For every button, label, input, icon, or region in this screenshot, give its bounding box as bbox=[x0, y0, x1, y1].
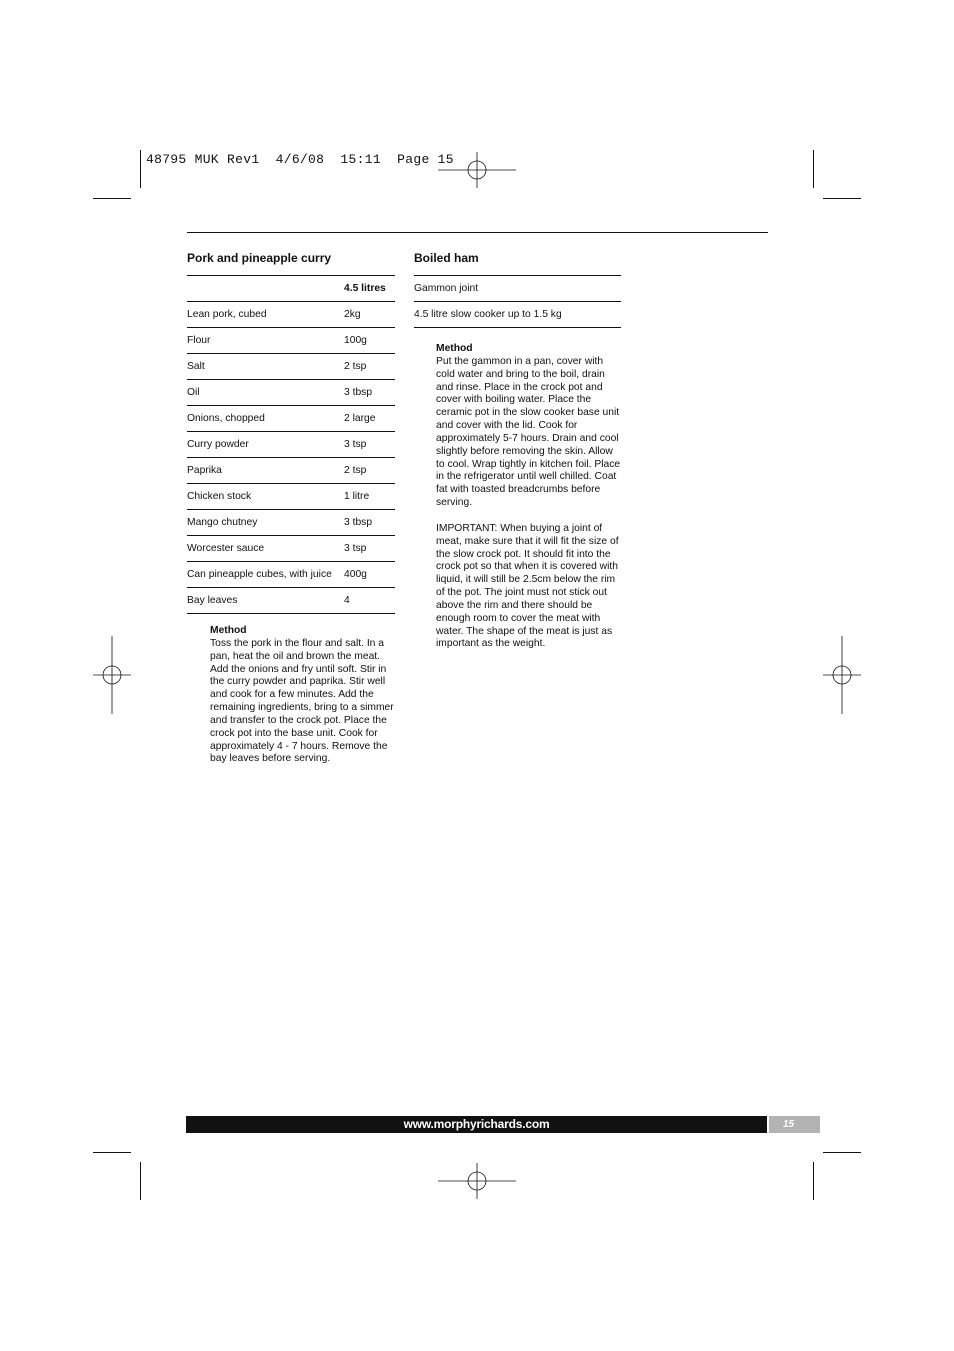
table-row bbox=[187, 562, 395, 588]
ingredient-name: Salt bbox=[187, 354, 344, 380]
ingredient-name: 4.5 litre slow cooker up to 1.5 kg bbox=[414, 302, 621, 328]
table-row bbox=[187, 588, 395, 614]
crop-mark bbox=[813, 1162, 814, 1200]
ingredient-name: Can pineapple cubes, with juice bbox=[187, 562, 344, 588]
ingredient-name: Flour bbox=[187, 328, 344, 354]
table-row bbox=[187, 302, 395, 328]
table-row bbox=[187, 510, 395, 536]
registration-mark-icon bbox=[93, 636, 131, 714]
footer-website-link[interactable]: www.morphyrichards.com bbox=[403, 1117, 550, 1131]
crop-mark bbox=[140, 150, 141, 188]
ingredients-table-pork-curry bbox=[187, 275, 395, 614]
table-row bbox=[187, 458, 395, 484]
table-row bbox=[187, 380, 395, 406]
recipe-title-boiled-ham: Boiled ham bbox=[414, 251, 479, 265]
crop-mark bbox=[813, 150, 814, 188]
ingredient-name: Bay leaves bbox=[187, 588, 344, 614]
ingredient-qty: 1 litre bbox=[344, 484, 395, 510]
method-heading: Method bbox=[436, 343, 473, 354]
important-note: IMPORTANT: When buying a joint of meat, make sure that it will fit the size of the slow crock pot. It should fit into the crock pot so that when it is covered with liquid, it will still be 2.5cm below the rim of the pot. The joint must not stick out above the rim and there should be enough room to cover the meat with water. The shape of the meat is just as important as the weight. bbox=[436, 522, 619, 650]
crop-mark bbox=[93, 1152, 131, 1153]
crop-mark bbox=[823, 198, 861, 199]
ingredient-name: Curry powder bbox=[187, 432, 344, 458]
method-text: Toss the pork in the flour and salt. In a pan, heat the oil and brown the meat. Add the onions and fry until soft. Stir in the curry powder and paprika. Stir well and cook for a few minutes. Add the remaining ingredients, bring to a simmer and transfer to the crock pot. Place the crock pot into the base unit. Cook for approximately 4 - 7 hours. Remove the bay leaves before serving. bbox=[210, 637, 394, 765]
method-section-boiled-ham bbox=[436, 343, 622, 651]
ingredient-qty: 100g bbox=[344, 328, 395, 354]
printer-slug: 48795 MUK Rev1 4/6/08 15:11 Page 15 bbox=[146, 152, 454, 167]
method-section-pork-curry bbox=[210, 625, 396, 766]
crop-mark bbox=[823, 1152, 861, 1153]
ingredient-qty: 3 tbsp bbox=[344, 380, 395, 406]
method-text: Put the gammon in a pan, cover with cold water and bring to the boil, drain and rinse. Place in the crock pot and cover with boiling water. Place the ceramic pot in the slow cooker base unit and cover with the lid. Cook for approximately 5-7 hours. Drain and cool slightly before removing the skin. Allow to cool. Wrap tightly in kitchen foil. Place in the refrigerator until well chilled. Coat fat with toasted breadcrumbs before serving. bbox=[436, 355, 621, 509]
ingredient-qty: 2kg bbox=[344, 302, 395, 328]
crop-mark bbox=[140, 1162, 141, 1200]
ingredient-qty: 2 large bbox=[344, 406, 395, 432]
ingredient-name: Oil bbox=[187, 380, 344, 406]
header-rule bbox=[187, 232, 768, 233]
ingredient-name: Onions, chopped bbox=[187, 406, 344, 432]
registration-mark-icon bbox=[438, 1163, 516, 1199]
registration-mark-icon bbox=[823, 636, 861, 714]
ingredient-qty: 2 tsp bbox=[344, 458, 395, 484]
page-number: 15 bbox=[769, 1116, 820, 1133]
ingredient-qty: 4 bbox=[344, 588, 395, 614]
table-row bbox=[187, 432, 395, 458]
recipe-title-pork-curry: Pork and pineapple curry bbox=[187, 251, 332, 265]
ingredient-name: Paprika bbox=[187, 458, 344, 484]
table-row bbox=[187, 536, 395, 562]
ingredient-qty: 3 tsp bbox=[344, 432, 395, 458]
ingredient-qty: 3 tsp bbox=[344, 536, 395, 562]
method-heading: Method bbox=[210, 625, 247, 636]
ingredient-column-header bbox=[187, 276, 344, 302]
registration-mark-icon bbox=[438, 152, 516, 188]
table-row bbox=[187, 354, 395, 380]
ingredient-qty: 400g bbox=[344, 562, 395, 588]
ingredient-name: Chicken stock bbox=[187, 484, 344, 510]
ingredient-name: Mango chutney bbox=[187, 510, 344, 536]
ingredient-qty: 2 tsp bbox=[344, 354, 395, 380]
table-row bbox=[414, 276, 621, 302]
table-row bbox=[414, 302, 621, 328]
ingredient-name: Lean pork, cubed bbox=[187, 302, 344, 328]
crop-mark bbox=[93, 198, 131, 199]
ingredient-name: Worcester sauce bbox=[187, 536, 344, 562]
ingredients-table-boiled-ham bbox=[414, 275, 621, 328]
ingredient-qty: 3 tbsp bbox=[344, 510, 395, 536]
table-row bbox=[187, 406, 395, 432]
table-row bbox=[187, 328, 395, 354]
table-header-row bbox=[187, 276, 395, 302]
table-row bbox=[187, 484, 395, 510]
capacity-header: 4.5 litres bbox=[344, 276, 395, 302]
ingredient-name: Gammon joint bbox=[414, 276, 621, 302]
